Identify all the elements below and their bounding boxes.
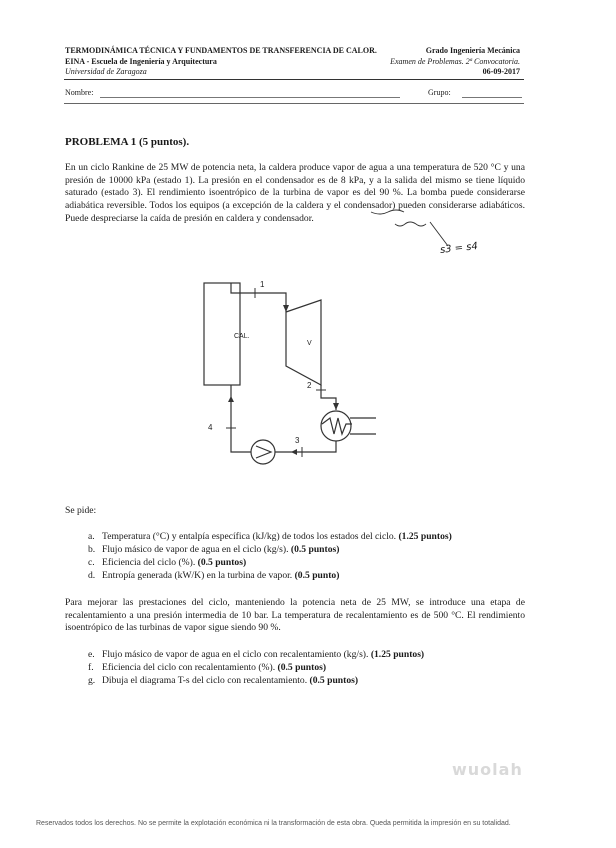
question-d <box>88 570 339 581</box>
watermark-logo: wuolah <box>452 760 523 779</box>
question-a <box>88 531 452 542</box>
question-a-points: (1.25 puntos) <box>398 531 452 542</box>
line-state-1 <box>231 283 286 312</box>
question-g-points: (0.5 puntos) <box>309 675 359 686</box>
turbine <box>286 300 321 385</box>
line-state-4 <box>231 385 251 452</box>
line-state-2 <box>321 385 336 410</box>
question-b <box>88 544 339 555</box>
question-g-text: Dibuja el diagrama T-s del ciclo con recalentamiento. <box>102 675 308 686</box>
name-label: Nombre: <box>65 88 94 97</box>
question-b-text: Flujo másico de vapor de agua en el ciclo (kg/s). <box>102 544 289 555</box>
question-e-letter: e. <box>88 649 95 660</box>
turbine-label: V <box>307 340 312 347</box>
exam-type: Examen de Problemas. 2ª Convocatoria. <box>390 57 520 66</box>
question-d-letter: d. <box>88 570 96 581</box>
question-c-letter: c. <box>88 557 95 568</box>
condenser-coil <box>322 418 352 434</box>
question-a-letter: a. <box>88 531 95 542</box>
question-f <box>88 662 326 673</box>
question-e-text: Flujo másico de vapor de agua en el ciclo con recalentamiento (kg/s). <box>102 649 369 660</box>
degree-name: Grado Ingeniería Mecánica <box>425 46 520 55</box>
asked-label: Se pide: <box>65 505 97 516</box>
problem-statement: En un ciclo Rankine de 25 MW de potencia neta, la caldera produce vapor de agua a una temperatura de 520 °C y una presión de 10000 kPa (estado 1). La presión en el condensador es de 8 kPa, y a la salida del mismo se tiene líquido saturado (estado 3). El rendimiento isoentrópico de la turbina de vapor es del 90 %. La bomba puede considerarse adiabática reversible. Todos los equipos (a excepción de la caldera y el condensador) pueden considerarse adiabáticos. Puede despreciarse la caída de presión en caldera y condensador. <box>65 162 525 224</box>
university-name: Universidad de Zaragoza <box>65 67 147 76</box>
line-state-3 <box>275 441 336 452</box>
boiler-label: CAL. <box>234 333 250 340</box>
question-d-text: Entropía generada (kW/K) en la turbina de vapor. <box>102 570 293 581</box>
copyright-notice: Reservados todos los derechos. No se permite la explotación económica ni la transformación de esta obra. Queda permitida la impresión en su totalidad. <box>36 820 511 827</box>
problem-title: PROBLEMA 1 (5 puntos). <box>65 136 190 148</box>
question-a-text: Temperatura (°C) y entalpía específica (kJ/kg) de todos los estados del ciclo. <box>102 531 397 542</box>
question-e <box>88 649 424 660</box>
state-label-2: 2 <box>307 381 312 390</box>
reheat-statement: Para mejorar las prestaciones del ciclo, manteniendo la potencia neta de 25 MW, se introduce una etapa de recalentamiento a una presión intermedia de 10 bar. La temperatura de recalentamiento es de 500 °C. El rendimiento isoentrópico de las turbinas de vapor sigue siendo 90 %. <box>65 597 525 634</box>
question-g-letter: g. <box>88 675 96 686</box>
question-c-points: (0.5 puntos) <box>197 557 247 568</box>
question-g <box>88 675 358 686</box>
state-label-1: 1 <box>260 280 265 289</box>
question-e-points: (1.25 puntos) <box>370 649 425 660</box>
question-c-text: Eficiencia del ciclo (%). <box>102 557 196 568</box>
question-d-points: (0.5 punto) <box>294 570 340 581</box>
question-b-letter: b. <box>88 544 96 555</box>
question-f-text: Eficiencia del ciclo con recalentamiento (%). <box>102 662 276 673</box>
question-c <box>88 557 246 568</box>
question-f-letter: f. <box>88 662 94 673</box>
exam-date: 06-09-2017 <box>482 67 520 76</box>
state-label-4: 4 <box>208 423 213 432</box>
group-label: Grupo: <box>428 88 451 97</box>
handwritten-note: s3 = s4 <box>439 241 479 256</box>
state-label-3: 3 <box>295 436 300 445</box>
course-title: TERMODINÁMICA TÉCNICA Y FUNDAMENTOS DE TRANSFERENCIA DE CALOR. <box>65 46 377 55</box>
question-f-points: (0.5 puntos) <box>277 662 327 673</box>
question-b-points: (0.5 puntos) <box>290 544 340 555</box>
school-name: EINA - Escuela de Ingeniería y Arquitectura <box>65 57 217 66</box>
